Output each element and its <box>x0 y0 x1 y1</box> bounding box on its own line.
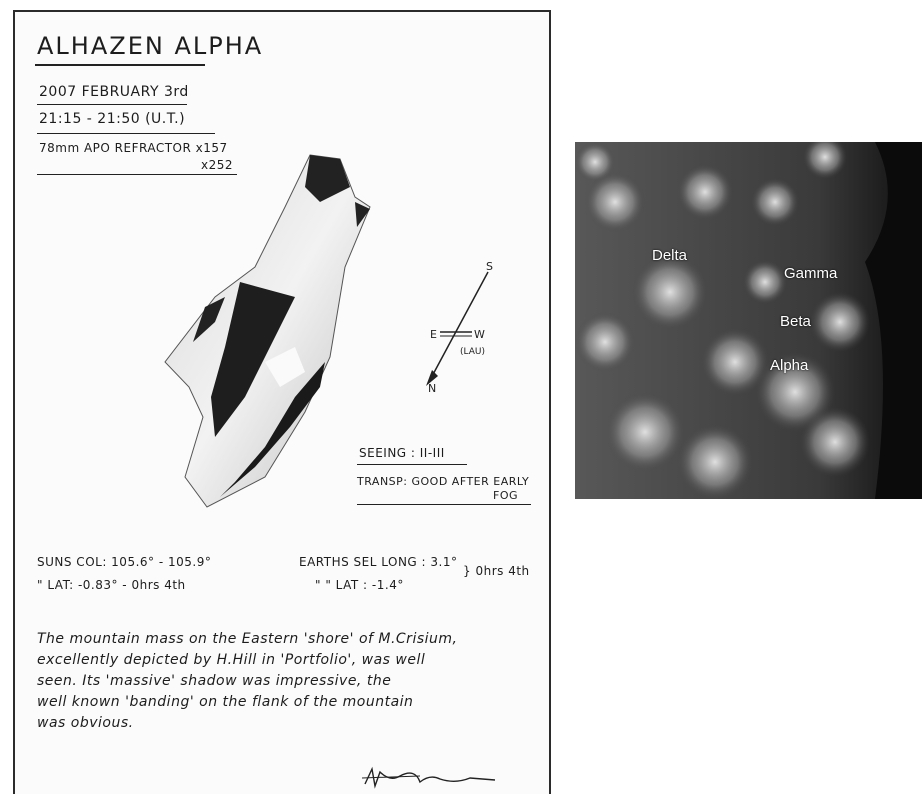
observation-date: 2007 FEBRUARY 3rd <box>39 84 189 100</box>
mountain-drawing <box>145 147 385 517</box>
earths-sel-long: EARTHS SEL LONG : 3.1° <box>299 555 458 569</box>
label-beta: Beta <box>780 313 811 330</box>
observation-sheet <box>13 10 551 794</box>
transparency-line2: FOG <box>493 489 519 502</box>
label-gamma: Gamma <box>784 265 838 282</box>
compass-e: E <box>430 328 437 341</box>
sketch-title: ALHAZEN ALPHA <box>37 32 264 60</box>
time-underline <box>37 133 215 134</box>
compass-rose <box>410 262 500 392</box>
lunar-photograph <box>575 142 922 499</box>
transparency-underline <box>357 504 531 505</box>
note-line: The mountain mass on the Eastern 'shore' of M.Crisium, <box>37 631 458 647</box>
suns-lat: " LAT: -0.83° - 0hrs 4th <box>37 578 186 592</box>
lunar-surface-image <box>575 142 922 499</box>
note-line: excellently depicted by H.Hill in 'Portfolio', was well <box>37 652 426 668</box>
transparency-line1: TRANSP: GOOD AFTER EARLY <box>357 475 530 488</box>
signature <box>360 764 500 794</box>
compass-s: S <box>486 262 493 273</box>
earths-lat: " " LAT : -1.4° <box>315 578 404 592</box>
title-underline <box>35 64 205 66</box>
observation-notes <box>37 629 537 734</box>
compass-w: W <box>474 328 485 341</box>
note-line: seen. Its 'massive' shadow was impressive, the <box>37 673 392 689</box>
note-line: was obvious. <box>37 715 134 731</box>
earths-bracket: } 0hrs 4th <box>463 564 530 578</box>
compass-n: N <box>428 382 437 392</box>
compass-note: (LAU) <box>460 347 485 357</box>
seeing-text: SEEING : II-III <box>359 446 445 460</box>
instrument-text: 78mm APO REFRACTOR x157 <box>39 141 228 155</box>
label-alpha: Alpha <box>770 357 809 374</box>
seeing-underline <box>357 464 467 465</box>
date-underline <box>37 104 187 105</box>
label-delta: Delta <box>652 247 688 264</box>
suns-col: SUNS COL: 105.6° - 105.9° <box>37 555 212 569</box>
instrument-mag2: x252 <box>201 158 234 172</box>
observation-time: 21:15 - 21:50 (U.T.) <box>39 111 186 127</box>
note-line: well known 'banding' on the flank of the mountain <box>37 694 414 710</box>
